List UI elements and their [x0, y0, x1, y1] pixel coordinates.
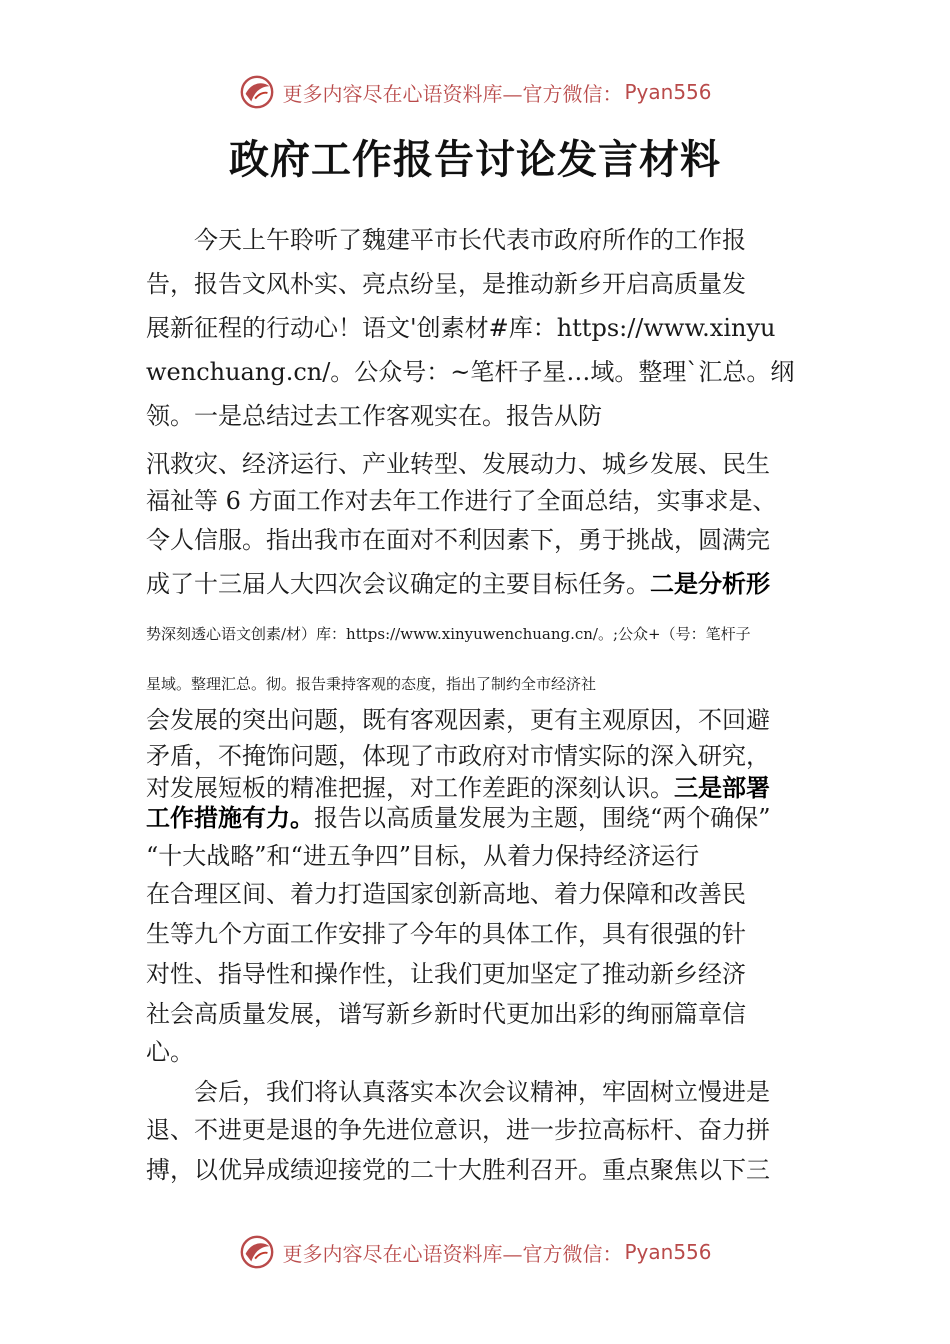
footer-banner-text: 更多内容尽在心语资料库—官方微信： — [282, 1241, 623, 1266]
body-line-2: 告，报告文风朴实、亮点纷呈，是推动新乡开启高质量发 — [146, 270, 746, 298]
body-line-12 — [146, 772, 770, 804]
point-three-heading: 三是部署 — [674, 774, 770, 802]
body-line-3: 展新征程的行动心！语文'创素材#库：https://www.xinyu — [146, 314, 776, 342]
body-line-16: 生等九个方面工作安排了今年的具体工作，具有很强的针 — [146, 920, 746, 948]
body-line-6: 汛救灾、经济运行、产业转型、发展动力、城乡发展、民生 — [146, 450, 770, 478]
small-line-2: 星域。整理汇总。彻。报告秉持客观的态度，指出了制约全市经济社 — [146, 675, 597, 693]
header-banner-id: Pyan556 — [624, 80, 712, 104]
point-three-heading-cont: 工作措施有力。 — [146, 804, 314, 832]
point-two-heading: 二是分析形 — [650, 570, 770, 598]
footer-banner — [0, 1232, 950, 1272]
footer-banner-id: Pyan556 — [624, 1240, 712, 1264]
body-line-21: 退、不进更是退的争先进位意识，进一步拉高标杆、奋力拼 — [146, 1116, 770, 1144]
body-line-5: 领。一是总结过去工作客观实在。报告从防 — [146, 402, 602, 430]
body-line-10: 会发展的突出问题，既有客观因素，更有主观原因，不回避 — [146, 706, 770, 734]
body-line-17: 对性、指导性和操作性，让我们更加坚定了推动新乡经济 — [146, 960, 746, 988]
small-line-1: 势深刻透心语文创素/材）库：https://www.xinyuwenchuang.cn/。;公众+（号：笔杆子 — [146, 625, 751, 643]
body-line-4: wenchuang.cn/。公众号：~笔杆子星…域。整理`汇总。纲 — [146, 358, 795, 386]
body-line-19: 心。 — [146, 1038, 194, 1066]
logo-icon — [238, 73, 276, 111]
body-line-8: 令人信服。指出我市在面对不利因素下，勇于挑战，圆满完 — [146, 526, 770, 554]
header-banner — [0, 72, 950, 112]
body-line-7: 福祉等 6 方面工作对去年工作进行了全面总结，实事求是、 — [146, 487, 777, 515]
body-line-1: 今天上午聆听了魏建平市长代表市政府所作的工作报 — [194, 226, 746, 254]
body-line-14: “十大战略”和“进五争四”目标，从着力保持经济运行 — [146, 842, 700, 870]
body-line-13-text: 报告以高质量发展为主题，围绕“两个确保” — [314, 804, 771, 832]
header-banner-text: 更多内容尽在心语资料库—官方微信： — [282, 81, 623, 106]
body-line-9 — [146, 568, 770, 600]
body-line-22: 搏，以优异成绩迎接党的二十大胜利召开。重点聚焦以下三 — [146, 1156, 770, 1184]
page-title: 政府工作报告讨论发言材料 — [229, 137, 721, 183]
body-line-9-text: 成了十三届人大四次会议确定的主要目标任务。 — [146, 570, 650, 598]
body-line-15: 在合理区间、着力打造国家创新高地、着力保障和改善民 — [146, 880, 746, 908]
body-line-20: 会后，我们将认真落实本次会议精神，牢固树立慢进是 — [194, 1078, 770, 1106]
body-line-13 — [146, 802, 771, 834]
body-line-12-text: 对发展短板的精准把握，对工作差距的深刻认识。 — [146, 774, 674, 802]
body-line-18: 社会高质量发展，谱写新乡新时代更加出彩的绚丽篇章信 — [146, 1000, 746, 1028]
body-line-11: 矛盾，不掩饰问题，体现了市政府对市情实际的深入研究， — [146, 742, 770, 770]
logo-icon — [238, 1233, 276, 1271]
